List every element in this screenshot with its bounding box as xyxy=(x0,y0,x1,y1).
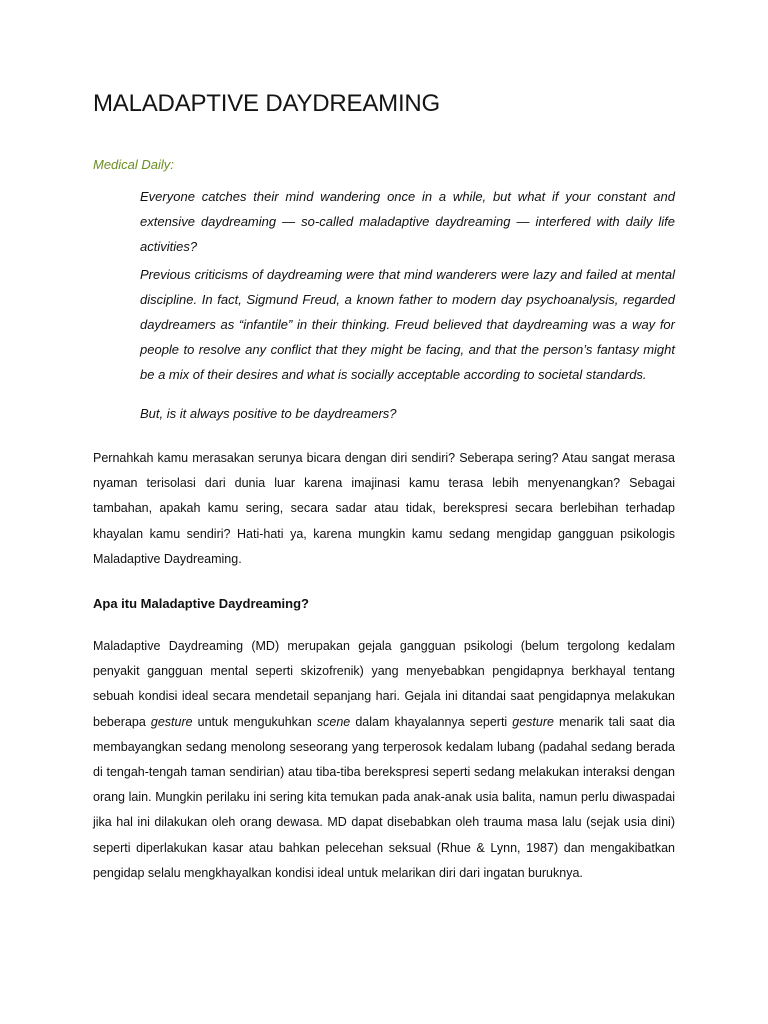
quote-block xyxy=(140,184,675,426)
quote-paragraph-3: But, is it always positive to be daydreamers? xyxy=(140,406,397,421)
md-term-scene: scene xyxy=(316,714,351,729)
md-paragraph-part-4: menarik tali saat dia membayangkan sedang menolong seseorang yang terperosok kedalam lubang (padahal sedang berada di tengah-tengah taman sendirian) atau tiba-tiba berekspresi seperti sedang melakukan interaksi dengan orang lain. Mungkin perilaku ini sering kita temukan pada anak-anak usia balita, namun perlu diwaspadai jika hal ini dilakukan oleh orang dewasa. MD dapat disebabkan oleh trauma masa lalu (sejak usia dini) seperti diperlakukan kasar atau bahkan pelecehan seksual (Rhue & Lynn, 1987) dan mengakibatkan pengidap selalu mengkhayalkan kondisi ideal untuk melarikan diri dari ingatan buruknya. xyxy=(93,714,675,880)
md-paragraph-part-2: untuk mengukuhkan xyxy=(192,714,317,729)
document-title: MALADAPTIVE DAYDREAMING xyxy=(93,90,441,117)
md-term-gesture-2: gesture xyxy=(512,714,554,729)
md-term-gesture-1: gesture xyxy=(150,714,193,729)
quote-paragraph-2: Previous criticisms of daydreaming were that mind wanderers were lazy and failed at mental discipline. In fact, Sigmund Freud, a known father to modern day psychoanalysis, regarded daydreamers as “infantile” in their thinking. Freud believed that daydreaming was a way for people to resolve any conflict that they might be facing, and that the person’s fantasy might be a mix of their desires and what is socially acceptable according to societal standards. xyxy=(140,267,675,382)
md-paragraph xyxy=(93,634,675,886)
md-paragraph-part-1: Maladaptive Daydreaming (MD) merupakan gejala gangguan psikologi (belum tergolong kedalam penyakit gangguan mental seperti skizofrenik) yang menyebabkan pengidapnya berkhayal tentang sebuah kondisi ideal secara mendetail sepanjang hari. Gejala ini ditandai saat pengidapnya melakukan beberapa xyxy=(93,639,675,729)
md-paragraph-part-3: dalam khayalannya seperti xyxy=(350,714,513,729)
quote-paragraph-1: Everyone catches their mind wandering once in a while, but what if your constant and extensive daydreaming — so-called maladaptive daydreaming — interfered with daily life activities? xyxy=(140,189,675,254)
source-label: Medical Daily: xyxy=(93,157,174,172)
intro-paragraph: Pernahkah kamu merasakan serunya bicara dengan diri sendiri? Seberapa sering? Atau sangat merasa nyaman terisolasi dari dunia luar karena imajinasi kamu terasa lebih menyenangkan? Sebagai tambahan, apakah kamu sering, secara sadar atau tidak, berekspresi secara berlebihan terhadap khayalan kamu sendiri? Hati-hati ya, karena mungkin kamu sedang mengidap gangguan psikologis Maladaptive Daydreaming. xyxy=(93,451,675,566)
document-page xyxy=(93,88,675,886)
section-heading: Apa itu Maladaptive Daydreaming? xyxy=(93,596,309,612)
